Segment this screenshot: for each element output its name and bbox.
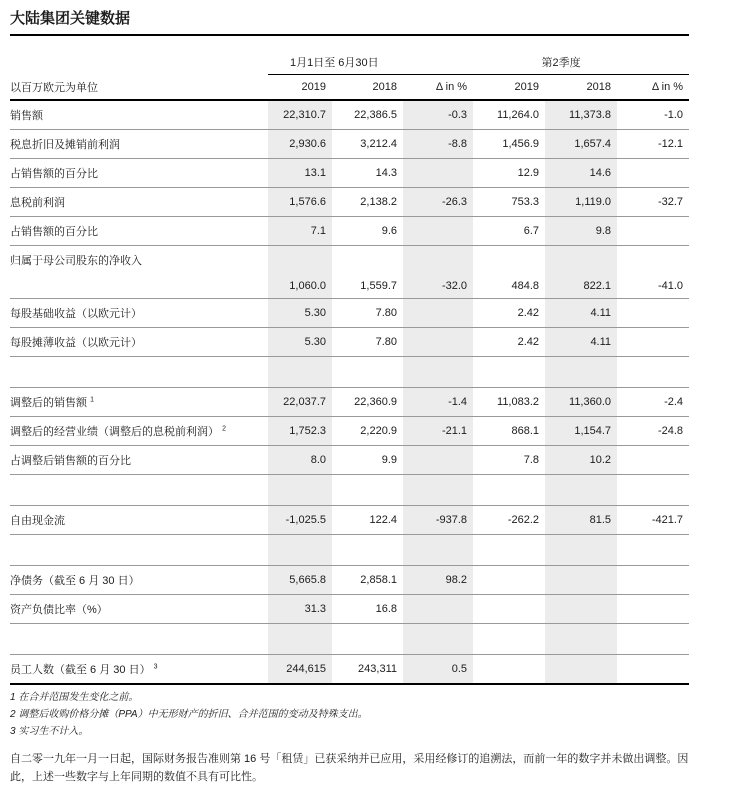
cell-value [403, 299, 473, 328]
cell-value [332, 624, 403, 655]
cell-value: 1,752.3 [268, 417, 332, 446]
cell-value: 22,037.7 [268, 388, 332, 417]
cell-value [617, 328, 689, 357]
spacer-row [10, 624, 689, 655]
cell-value: -421.7 [617, 506, 689, 535]
cell-value: 9.6 [332, 217, 403, 246]
cell-value [473, 595, 545, 624]
cell-value: 822.1 [545, 246, 617, 299]
cell-value [473, 475, 545, 506]
cell-value [545, 535, 617, 566]
footnotes [10, 689, 689, 740]
cell-value [268, 535, 332, 566]
cell-value: 4.11 [545, 328, 617, 357]
table-row [10, 446, 689, 475]
row-label: 占销售额的百分比 [10, 217, 268, 246]
row-label: 调整后的经营业绩（调整后的息税前利润） $^2$ [10, 417, 268, 446]
cell-value: 22,360.9 [332, 388, 403, 417]
cell-value: -32.7 [617, 188, 689, 217]
cell-value: 7.80 [332, 299, 403, 328]
cell-value: 7.8 [473, 446, 545, 475]
cell-value: 1,060.0 [268, 246, 332, 299]
cell-value: -24.8 [617, 417, 689, 446]
cell-value: 484.8 [473, 246, 545, 299]
cell-value: 6.7 [473, 217, 545, 246]
row-label: 员工人数（截至 6 月 30 日） $^3$ [10, 655, 268, 685]
table-row [10, 217, 689, 246]
cell-value [617, 566, 689, 595]
cell-value: 14.6 [545, 159, 617, 188]
cell-value [473, 624, 545, 655]
cell-value: -2.4 [617, 388, 689, 417]
cell-value [403, 624, 473, 655]
cell-value [617, 535, 689, 566]
row-label [10, 475, 268, 506]
cell-value: 0.5 [403, 655, 473, 685]
cell-value: 1,559.7 [332, 246, 403, 299]
cell-value [403, 159, 473, 188]
table-row [10, 566, 689, 595]
cell-value [545, 595, 617, 624]
column-header-2019-h1: 2019 [268, 75, 332, 101]
cell-value [617, 217, 689, 246]
table-row [10, 188, 689, 217]
cell-value: 98.2 [403, 566, 473, 595]
unit-label: 以百万欧元为单位 [10, 75, 268, 101]
column-header-2018-q2: 2018 [545, 75, 617, 101]
row-label [10, 357, 268, 388]
cell-value [545, 475, 617, 506]
table-row [10, 595, 689, 624]
spacer-row [10, 475, 689, 506]
row-label [10, 624, 268, 655]
cell-value: -0.3 [403, 100, 473, 130]
spacer-row [10, 535, 689, 566]
cell-value: 2.42 [473, 299, 545, 328]
cell-value: 11,373.8 [545, 100, 617, 130]
cell-value: 12.9 [473, 159, 545, 188]
row-label: 税息折旧及摊销前利润 [10, 130, 268, 159]
cell-value [545, 655, 617, 685]
table-row [10, 159, 689, 188]
group-header-h1: 1月1日至 6月30日 [268, 48, 473, 75]
cell-value: 9.8 [545, 217, 617, 246]
cell-value: -1.0 [617, 100, 689, 130]
cell-value [473, 566, 545, 595]
cell-value [617, 624, 689, 655]
cell-value: 8.0 [268, 446, 332, 475]
row-label: 调整后的销售额 $^1$ [10, 388, 268, 417]
row-label: 销售额 [10, 100, 268, 130]
cell-value [473, 357, 545, 388]
cell-value: 244,615 [268, 655, 332, 685]
cell-value: -262.2 [473, 506, 545, 535]
table-row [10, 417, 689, 446]
cell-value: 14.3 [332, 159, 403, 188]
cell-value [473, 655, 545, 685]
cell-value: 10.2 [545, 446, 617, 475]
group-header-spacer [10, 48, 268, 75]
cell-value [268, 357, 332, 388]
cell-value: 2,138.2 [332, 188, 403, 217]
cell-value: -21.1 [403, 417, 473, 446]
cell-value: 1,119.0 [545, 188, 617, 217]
column-header-row [10, 75, 689, 101]
row-label: 占调整后销售额的百分比 [10, 446, 268, 475]
cell-value: -1.4 [403, 388, 473, 417]
footnote: 1 在合并范围发生变化之前。 [10, 692, 139, 703]
cell-value [617, 655, 689, 685]
cell-value: 2.42 [473, 328, 545, 357]
cell-value: 1,657.4 [545, 130, 617, 159]
cell-value [403, 328, 473, 357]
cell-value [332, 357, 403, 388]
table-row [10, 328, 689, 357]
row-label: 自由现金流 [10, 506, 268, 535]
cell-value: 22,386.5 [332, 100, 403, 130]
cell-value: -41.0 [617, 246, 689, 299]
row-label: 净债务（截至 6 月 30 日） [10, 566, 268, 595]
footnote: 2 调整后收购价格分摊（PPA）中无形财产的折旧、合并范围的变动及特殊支出。 [10, 709, 368, 720]
note-paragraph: 自二零一九年一月一日起，国际财务报告准则第 16 号「租赁」已获采纳并已应用，采用经修订的追溯法，而前一年的数字并未做出调整。因此，上述一些数字与上年同期的数值不具有可比性。 [10, 753, 689, 783]
page-title: 大陆集团关键数据 [10, 8, 689, 36]
row-label: 每股摊薄收益（以欧元计） [10, 328, 268, 357]
cell-value [473, 535, 545, 566]
row-label: 资产负债比率（%） [10, 595, 268, 624]
footnote-ref: 2 [222, 425, 226, 433]
cell-value: 753.3 [473, 188, 545, 217]
cell-value [617, 475, 689, 506]
cell-value [617, 357, 689, 388]
row-label: 每股基础收益（以欧元计） [10, 299, 268, 328]
cell-value [403, 535, 473, 566]
cell-value: 13.1 [268, 159, 332, 188]
row-label [10, 535, 268, 566]
cell-value: 2,930.6 [268, 130, 332, 159]
cell-value: 3,212.4 [332, 130, 403, 159]
cell-value: -8.8 [403, 130, 473, 159]
cell-value [403, 217, 473, 246]
cell-value: -12.1 [617, 130, 689, 159]
cell-value: -32.0 [403, 246, 473, 299]
cell-value [545, 566, 617, 595]
row-label: 息税前利润 [10, 188, 268, 217]
cell-value: -26.3 [403, 188, 473, 217]
row-label: 归属于母公司股东的净收入 [10, 246, 268, 299]
column-header-delta-q2: Δ in % [617, 75, 689, 101]
column-header-2018-h1: 2018 [332, 75, 403, 101]
cell-value: 11,360.0 [545, 388, 617, 417]
table-row [10, 655, 689, 685]
column-header-2019-q2: 2019 [473, 75, 545, 101]
cell-value: 11,264.0 [473, 100, 545, 130]
cell-value: 22,310.7 [268, 100, 332, 130]
cell-value: 1,456.9 [473, 130, 545, 159]
row-label: 占销售额的百分比 [10, 159, 268, 188]
cell-value: 5.30 [268, 299, 332, 328]
table-row [10, 100, 689, 130]
cell-value [617, 299, 689, 328]
cell-value: 16.8 [332, 595, 403, 624]
cell-value [268, 475, 332, 506]
cell-value [403, 475, 473, 506]
cell-value [545, 357, 617, 388]
cell-value: 9.9 [332, 446, 403, 475]
cell-value [332, 535, 403, 566]
cell-value [545, 624, 617, 655]
table-row [10, 246, 689, 299]
group-header-row [10, 48, 689, 75]
cell-value: 4.11 [545, 299, 617, 328]
cell-value: 243,311 [332, 655, 403, 685]
cell-value: 868.1 [473, 417, 545, 446]
cell-value [403, 357, 473, 388]
cell-value: 5.30 [268, 328, 332, 357]
cell-value: -937.8 [403, 506, 473, 535]
cell-value: 1,154.7 [545, 417, 617, 446]
cell-value [617, 595, 689, 624]
table-body [10, 100, 689, 684]
cell-value: 7.80 [332, 328, 403, 357]
cell-value: 7.1 [268, 217, 332, 246]
cell-value [332, 475, 403, 506]
footnote: 3 实习生不计入。 [10, 726, 89, 737]
cell-value: 5,665.8 [268, 566, 332, 595]
cell-value [403, 595, 473, 624]
table-row [10, 130, 689, 159]
cell-value [268, 624, 332, 655]
table-row [10, 388, 689, 417]
cell-value: 81.5 [545, 506, 617, 535]
cell-value: 2,220.9 [332, 417, 403, 446]
cell-value: 2,858.1 [332, 566, 403, 595]
cell-value [617, 446, 689, 475]
cell-value [403, 446, 473, 475]
key-figures-table [10, 48, 689, 685]
cell-value: 1,576.6 [268, 188, 332, 217]
group-header-q2: 第2季度 [473, 48, 689, 75]
table-row [10, 299, 689, 328]
column-header-delta-h1: Δ in % [403, 75, 473, 101]
cell-value: -1,025.5 [268, 506, 332, 535]
cell-value: 11,083.2 [473, 388, 545, 417]
cell-value: 31.3 [268, 595, 332, 624]
footnote-ref: 1 [90, 396, 94, 404]
footnote-ref: 3 [153, 663, 158, 671]
table-row [10, 506, 689, 535]
spacer-row [10, 357, 689, 388]
cell-value: 122.4 [332, 506, 403, 535]
cell-value [617, 159, 689, 188]
